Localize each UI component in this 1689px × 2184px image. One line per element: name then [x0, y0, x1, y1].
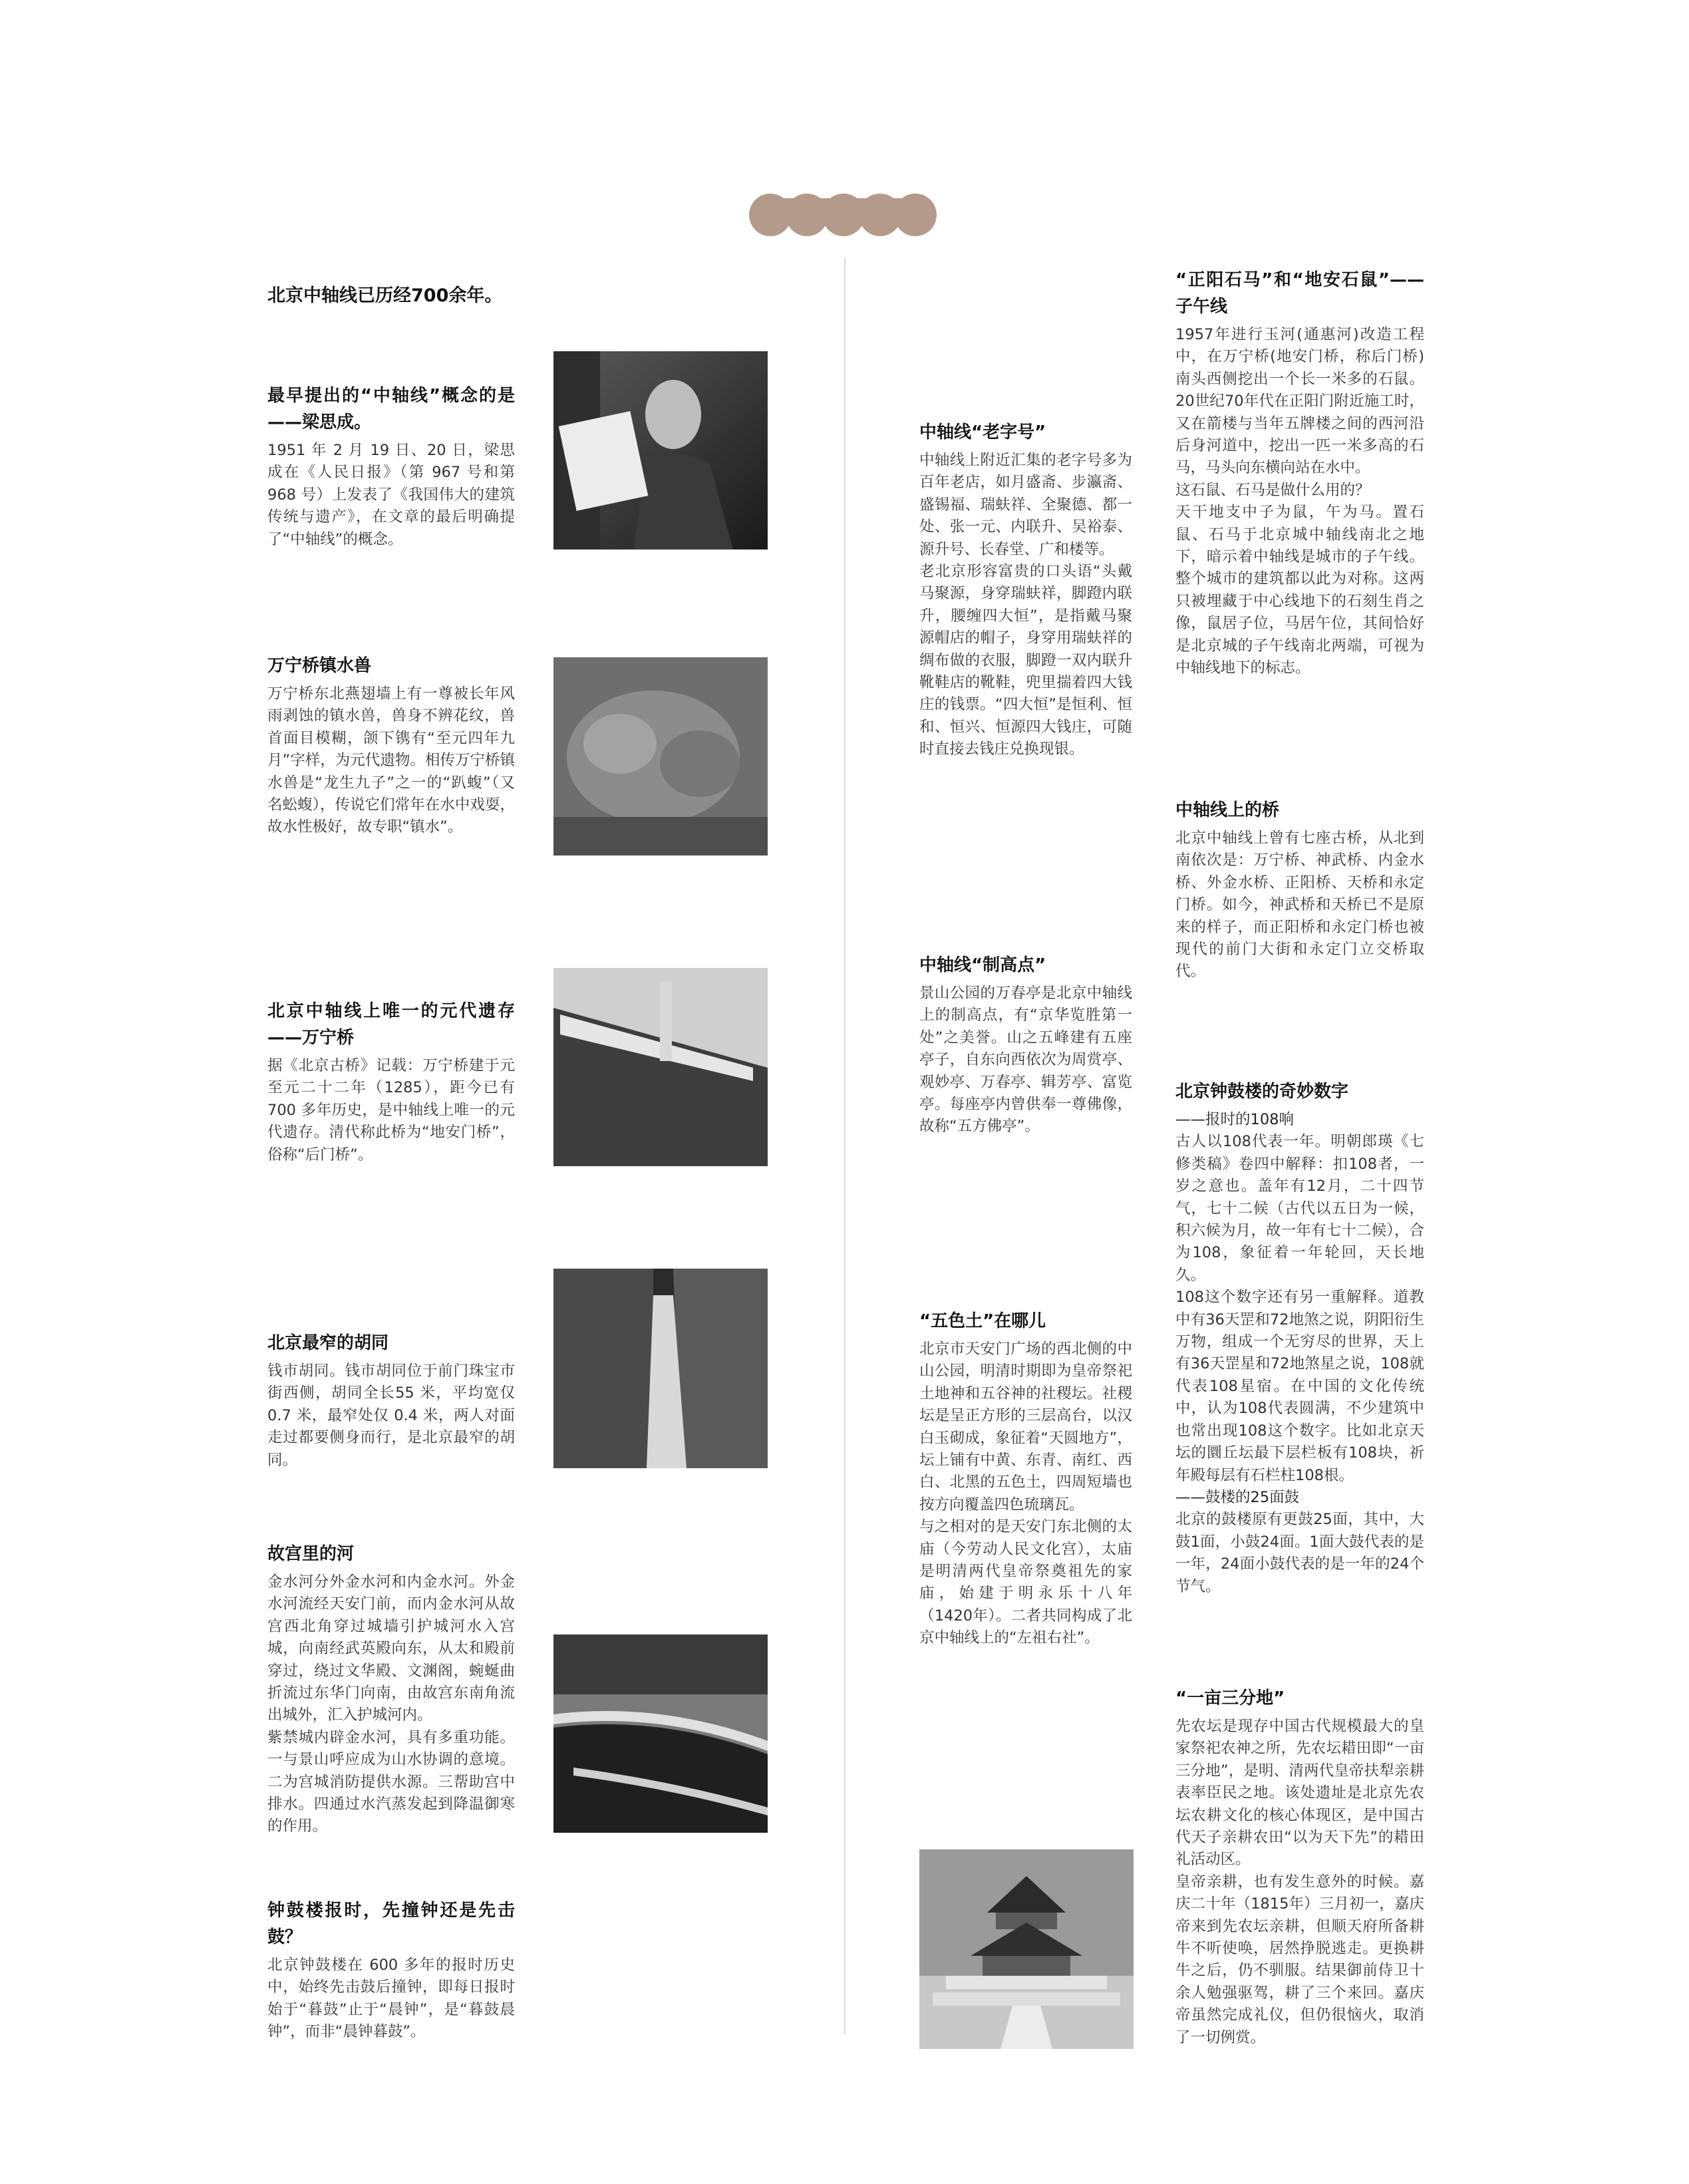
article-bridges-title: 中轴线上的桥: [1175, 800, 1280, 820]
photo-temple-of-heaven: [919, 1849, 1134, 2049]
article-numbers: [1175, 1078, 1424, 1598]
article-brands-body: 中轴线上附近汇集的老字号多为百年老店，如月盛斋、步瀛斋、盛锡福、瑞蚨祥、全聚德、都一处、张一元、内联升、吴裕泰、源升号、长春堂、广和楼等。 老北京形容富贵的口头语“头戴马聚源，身穿瑞蚨祥，脚蹬内联升，腰缠四大恒”，是指戴马聚源帽店的帽子，身穿用瑞蚨祥的绸布做的衣服，脚蹬一双内联升靴鞋店的靴鞋，兜里揣着四大钱庄的钱票。“四大恒”是恒利、恒和、恒兴、恒源四大钱庄，可随时直接去钱庄兑换现银。: [919, 452, 1132, 758]
center-divider: [844, 258, 845, 2034]
article-numbers-title: 北京钟鼓楼的奇妙数字: [1175, 1082, 1349, 1102]
article-hutong-body: 钱市胡同。钱市胡同位于前门珠宝市街西侧，胡同全长55 米，平均宽仅 0.7 米，最窄处仅 0.4 米，两人对面走过都要侧身而行，是北京最窄的胡同。: [267, 1362, 515, 1469]
article-river: [267, 1541, 515, 1838]
article-stone-title: “正阳石马”和“地安石鼠”——子午线: [1175, 270, 1424, 317]
article-highpoint-title: 中轴线“制高点”: [919, 955, 1046, 975]
article-stone-body: 1957年进行玉河(通惠河)改造工程中，在万宁桥(地安门桥，称后门桥)南头西侧挖出一个长一米多的石鼠。20世纪70年代在正阳门附近施工时，又在箭楼与当年五牌楼之间的西河沿后身河道中，挖出一匹一米多高的石马，马头向东横向站在水中。 这石鼠、石马是做什么用的？ 天干地支中子为鼠，午为马。置石鼠、石马于北京城中轴线南北之地下，暗示着中轴线是城市的子午线。整个城市的建筑都以此为对称。这两只被埋藏于中心线地下的石刻生肖之像，鼠居子位，马居午位，其间恰好是北京城的子午线南北两端，可视为中轴线地下的标志。: [1175, 326, 1424, 677]
article-numbers-subheading-25: ——鼓楼的25面鼓: [1175, 1488, 1300, 1506]
article-beast-body: 万宁桥东北燕翅墙上有一尊被长年风雨剥蚀的镇水兽，兽身不辨花纹，兽首面目模糊，颌下镌有“至元四年九月”字样，为元代遗物。相传万宁桥镇水兽是“龙生九子”之一的“趴蝮”（又名蚣蝮），传说它们常年在水中戏耍，故水性极好，故专职“镇水”。: [267, 685, 515, 836]
article-field-body: 先农坛是现存中国古代规模最大的皇家祭祀农神之所，先农坛耤田即“一亩三分地”，是明、清两代皇帝扶犁亲耕表率臣民之地。该处遗址是北京先农坛农耕文化的核心体现区，是中国古代天子亲耕农田“以为天下先”的耤田礼活动区。 皇帝亲耕，也有发生意外的时候。嘉庆二十年（1815年）三月初一，嘉庆帝来到先农坛亲耕，但顺天府所备耕牛不听使唤，居然挣脱逃走。更换耕牛之后，仍不驯服。结果御前侍卫十余人勉强驱驾，耕了三个来回。嘉庆帝虽然完成礼仪，但仍很恼火，取消了一切例赏。: [1175, 1718, 1424, 2046]
article-highpoint: [919, 952, 1132, 1138]
article-beast-title: 万宁桥镇水兽: [267, 656, 372, 676]
photo-narrow-hutong: [553, 1269, 768, 1468]
article-hutong-title: 北京最窄的胡同: [267, 1333, 389, 1353]
photo-wanning-bridge: [553, 968, 768, 1166]
article-brands: [919, 419, 1132, 761]
article-numbers-subheading-108: ——报时的108响: [1175, 1111, 1294, 1128]
article-soil-title: “五色土”在哪儿: [919, 1311, 1046, 1331]
article-bell-body: 北京钟鼓楼在 600 多年的报时历史中，始终先击鼓后撞钟，即每日报时始于“暮鼓”止于“晨钟”，是“暮鼓晨钟”，而非“晨钟暮鼓”。: [267, 1956, 515, 2041]
article-field-title: “一亩三分地”: [1175, 1688, 1285, 1708]
article-highpoint-body: 景山公园的万春亭是北京中轴线上的制高点，有“京华览胜第一处”之美誉。山之五峰建有五座亭子，自东向西依次为周赏亭、观妙亭、万春亭、辑芳亭、富览亭。每座亭内曾供奉一尊佛像，故称“五方佛亭”。: [919, 985, 1132, 1136]
photo-water-beast: [553, 657, 768, 856]
article-numbers-body-108: 古人以108代表一年。明朝郎瑛《七修类稿》卷四中解释：扣108者，一岁之意也。盖年有12月，二十四节气，七十二候（古代以五日为一候，积六候为月，故一年有七十二候），合为108，象征着一年轮回，天长地久。 108这个数字还有另一重解释。道教中有36天罡和72地煞之说，阴阳衍生万物，组成一个无穷尽的世界，天上有36天罡星和72地煞星之说，108就代表108星宿。在中国的文化传统中，认为108代表圆满，不少建筑中也常出现108这个数字。比如北京天坛的圜丘坛最下层栏板有108块，祈年殿每层有石栏柱108根。: [1175, 1133, 1424, 1484]
article-numbers-body-25: 北京的鼓楼原有更鼓25面，其中，大鼓1面，小鼓24面。1面大鼓代表的是一年，24面小鼓代表的是一年的24个节气。: [1175, 1511, 1424, 1595]
article-liang: [267, 383, 515, 551]
article-bell: [267, 1897, 515, 2044]
article-liang-body: 1951 年 2 月 19 日、20 日，梁思成在《人民日报》（第 967 号和第 968 号）上发表了《我国伟大的建筑传统与遗产》，在文章的最后明确提了“中轴线”的概念。: [267, 442, 515, 548]
article-beast: [267, 653, 515, 839]
article-bridges-body: 北京中轴线上曾有七座古桥，从北到南依次是：万宁桥、神武桥、内金水桥、外金水桥、正阳桥、天桥和永定门桥。如今，神武桥和天桥已不是原来的样子，而正阳桥和永定门桥也被现代的前门大街和永定门立交桥取代。: [1175, 830, 1424, 981]
article-brands-title: 中轴线“老字号”: [919, 422, 1046, 442]
article-field: [1175, 1685, 1424, 2049]
article-soil-body: 北京市天安门广场的西北侧的中山公园，明清时期即为皇帝祭祀土地神和五谷神的社稷坛。社稷坛是呈正方形的三层高台，以汉白玉砌成，象征着“天圆地方”，坛上铺有中黄、东青、南红、西白、北黑的五色土，四周短墙也按方向覆盖四色琉璃瓦。 与之相对的是天安门东北侧的太庙（今劳动人民文化宫），太庙是明清两代皇帝祭奠祖先的家庙，始建于明永乐十八年（1420年）。二者共同构成了北京中轴线上的“左祖右社”。: [919, 1340, 1132, 1647]
article-stone: [1175, 267, 1424, 680]
photo-golden-water-river: [553, 1635, 768, 1833]
article-bridges: [1175, 797, 1424, 983]
article-yuan: [267, 998, 515, 1166]
article-liang-title: 最早提出的“中轴线”概念的是——梁思成。: [267, 386, 515, 432]
decorative-scallop-logo: [744, 192, 943, 238]
article-yuan-title: 北京中轴线上唯一的元代遗存——万宁桥: [267, 1001, 515, 1048]
article-bell-title: 钟鼓楼报时，先撞钟还是先击鼓？: [267, 1901, 515, 1947]
article-soil: [919, 1308, 1132, 1650]
article-yuan-body: 据《北京古桥》记载：万宁桥建于元至元二十二年（1285），距今已有 700 多年历史，是中轴线上唯一的元代遗存。清代称此桥为“地安门桥”，俗称“后门桥”。: [267, 1057, 515, 1164]
article-river-title: 故宫里的河: [267, 1544, 355, 1564]
photo-liang-sicheng: [553, 351, 768, 549]
article-hutong: [267, 1330, 515, 1472]
intro-heading: 北京中轴线已历经700余年。: [267, 285, 503, 306]
article-river-body: 金水河分外金水河和内金水河。外金水河流经天安门前，而内金水河从故宫西北角穿过城墙引护城河水入宫城，向南经武英殿向东，从太和殿前穿过，绕过文华殿、文渊阁，蜿蜒曲折流过东华门向南，由故宫东南角流出城外，汇入护城河内。 紫禁城内辟金水河，具有多重功能。一与景山呼应成为山水协调的意境。二为宫城消防提供水源。三帮助宫中排水。四通过水汽蒸发起到降温御寒的作用。: [267, 1573, 515, 1835]
